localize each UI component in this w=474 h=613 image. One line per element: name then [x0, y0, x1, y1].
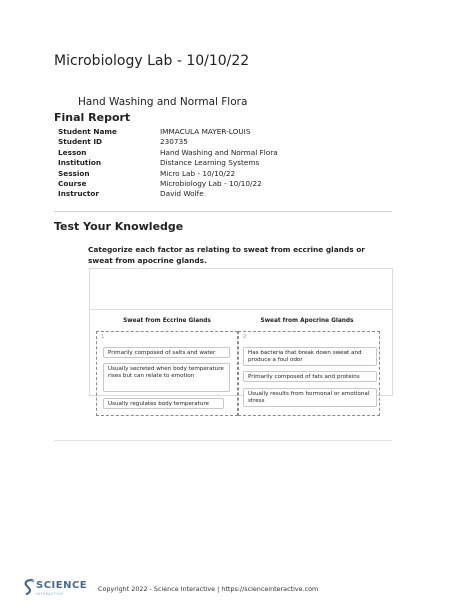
- apocrine-drop-zone[interactable]: [238, 331, 380, 416]
- logo-subtitle: INTERACTIVE: [36, 592, 64, 596]
- info-value: Microbiology Lab - 10/10/22: [160, 178, 262, 188]
- report-title: Microbiology Lab - 10/10/22: [54, 53, 250, 69]
- student-info-table: [58, 127, 278, 200]
- factor-card[interactable]: Usually regulates body temperature: [103, 398, 224, 409]
- info-key: Course: [58, 178, 87, 188]
- info-key: Institution: [58, 158, 102, 168]
- info-row: [58, 179, 278, 189]
- final-report-heading: Final Report: [54, 111, 131, 124]
- panel-blank-area: [90, 269, 392, 310]
- info-row: [58, 148, 278, 158]
- logo-wordmark: SCIENCE: [36, 580, 88, 591]
- lesson-subtitle: Hand Washing and Normal Flora: [78, 96, 248, 108]
- info-value: IMMACULA MAYER-LOUIS: [160, 127, 251, 136]
- info-row: [58, 127, 278, 137]
- info-value: David Wolfe: [160, 189, 204, 199]
- apocrine-column-header: Sweat from Apocrine Glands: [260, 318, 354, 324]
- info-key: Lesson: [58, 147, 87, 157]
- info-value: 230735: [160, 137, 188, 147]
- eccrine-column-header: Sweat from Eccrine Glands: [123, 318, 211, 324]
- factor-card[interactable]: Usually results from hormonal or emotional stress: [243, 388, 377, 407]
- zone-number: 2: [243, 334, 247, 340]
- info-value: Hand Washing and Normal Flora: [160, 147, 278, 157]
- info-row: [58, 158, 278, 168]
- info-value: Distance Learning Systems: [160, 158, 260, 168]
- info-key: Student Name: [58, 127, 117, 136]
- section-divider: [54, 440, 392, 441]
- factor-card[interactable]: Usually secreted when body temperature rises but can relate to emotion: [103, 363, 230, 392]
- factor-card[interactable]: Primarily composed of salts and water: [103, 347, 230, 358]
- info-row: [58, 137, 278, 147]
- question-prompt: Categorize each factor as relating to sweat from eccrine glands or sweat from apocrine glands.: [88, 245, 365, 265]
- info-key: Instructor: [58, 189, 99, 199]
- test-your-knowledge-heading: Test Your Knowledge: [54, 220, 184, 233]
- factor-card[interactable]: Has bacteria that break down sweat and produce a foul odor: [243, 347, 377, 366]
- info-key: Session: [58, 168, 90, 178]
- copyright-text: Copyright 2022 - Science Interactive | https://scienceinteractive.com: [98, 585, 319, 593]
- science-interactive-logo-icon: [22, 578, 36, 596]
- categorize-panel: [89, 268, 393, 407]
- eccrine-drop-zone[interactable]: [96, 331, 238, 416]
- info-key: Student ID: [58, 137, 103, 147]
- section-divider: [54, 211, 392, 212]
- zone-number: 1: [101, 334, 105, 340]
- info-value: Micro Lab - 10/10/22: [160, 168, 236, 178]
- factor-card[interactable]: Primarily composed of fats and proteins: [243, 371, 377, 382]
- info-row: [58, 169, 278, 179]
- info-row: [58, 189, 278, 199]
